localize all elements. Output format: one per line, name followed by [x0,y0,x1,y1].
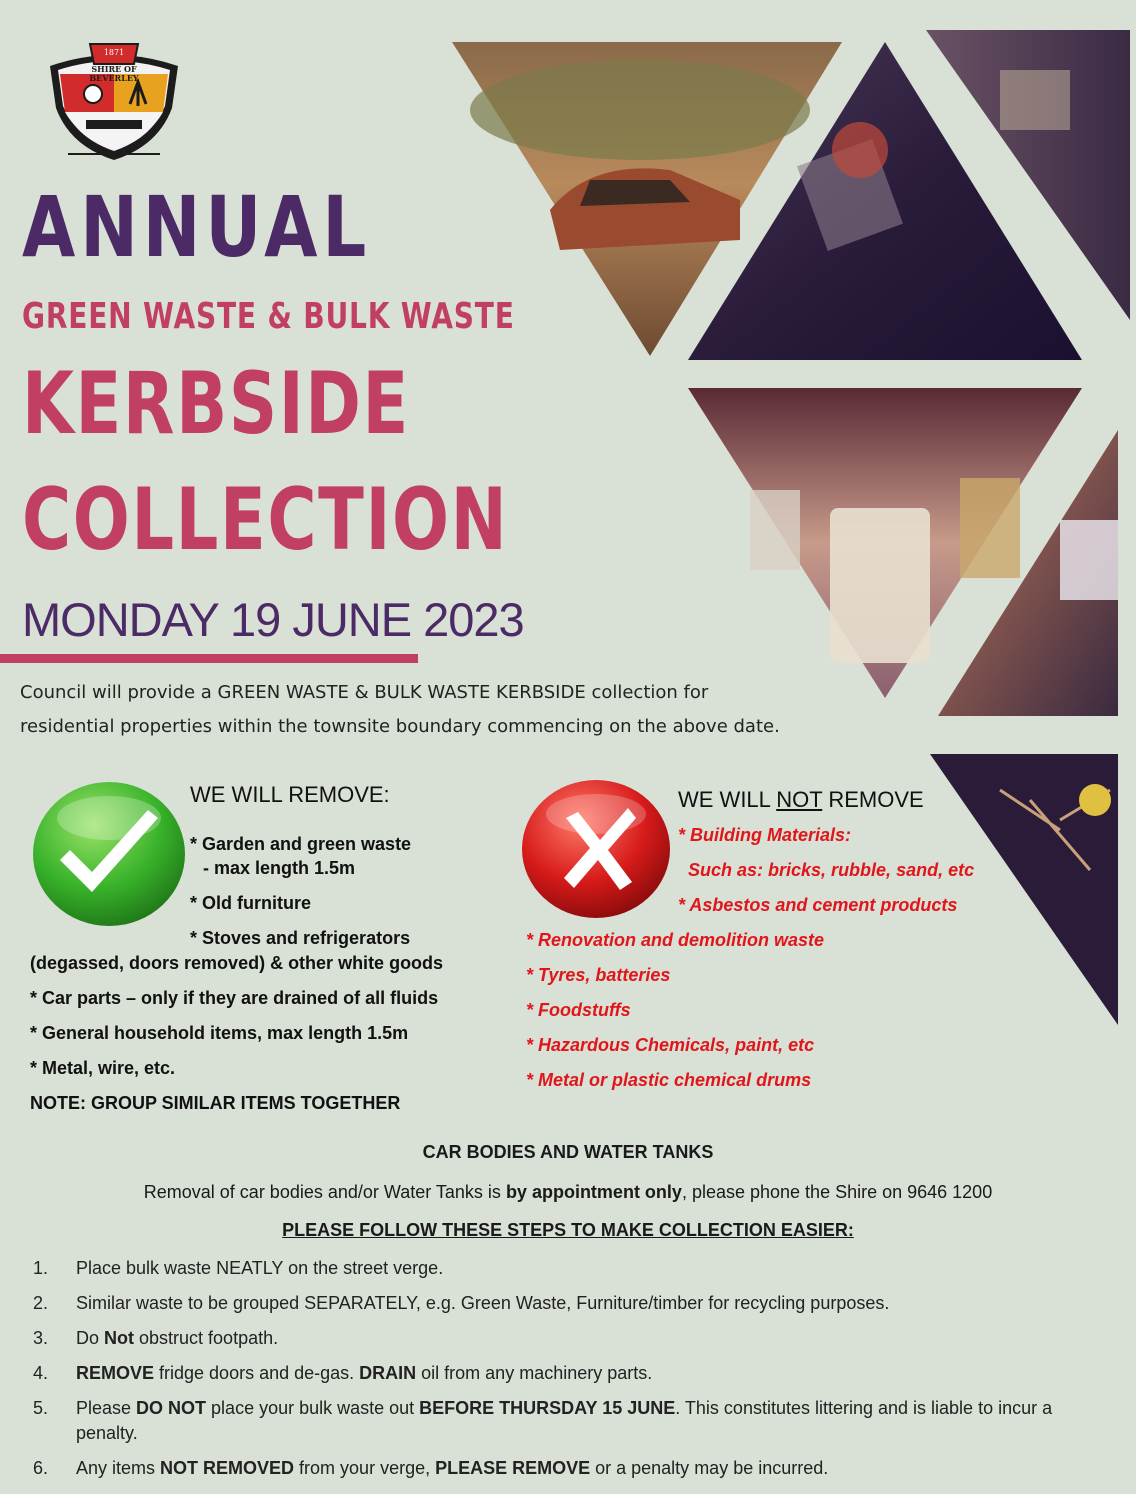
step-text-part: Please [76,1398,137,1418]
step-number: 3. [33,1328,49,1348]
will-remove-item-1: * Garden and green waste [190,834,412,854]
title-collection: COLLECTION [22,470,509,570]
step-text [76,1361,1116,1386]
car-bodies-pre: Removal of car bodies and/or Water Tanks is [143,1182,506,1202]
step-text-bold: BEFORE THURSDAY 15 JUNE [419,1398,676,1418]
will-remove-item-5: (degassed, doors removed) & other white goods [30,953,444,973]
step-text-bold: NOT REMOVED [160,1458,295,1478]
will-not-remove-item-7: * Hazardous Chemicals, paint, etc [526,1035,815,1055]
intro-line-2: residential properties within the townsite boundary commencing on the above date. [20,716,780,737]
title-annual: ANNUAL [22,178,372,276]
step-text-part: place your bulk waste out [206,1398,420,1418]
step-text-part: from your verge, [294,1458,436,1478]
steps-heading: PLEASE FOLLOW THESE STEPS TO MAKE COLLECTION EASIER: [282,1220,854,1240]
step-text-part: obstruct footpath. [134,1328,279,1348]
step-text-part: Place bulk waste NEATLY on the street verge. [76,1258,444,1278]
step-text-part: or a penalty may be incurred. [590,1458,829,1478]
car-bodies-bold: by appointment only [505,1182,682,1202]
will-not-remove-item-2: Such as: bricks, rubble, sand, etc [688,860,975,880]
date-underline [0,654,418,663]
step-number: 5. [33,1398,49,1418]
will-remove-item-2: - max length 1.5m [203,858,356,878]
logo-year: 1871 [103,48,125,57]
collection-date: MONDAY 19 JUNE 2023 [22,593,524,646]
step-text-part: . This constitutes littering and is liable to incur a penalty. [76,1398,1053,1443]
will-not-remove-item-4: * Renovation and demolition waste [526,930,825,950]
will-not-remove-item-6: * Foodstuffs [526,1000,631,1020]
heading-pre: WE WILL [678,787,777,812]
step-text [76,1256,1116,1281]
will-not-remove-item-3: * Asbestos and cement products [678,895,958,915]
step-text-part: oil from any machinery parts. [416,1363,653,1383]
heading-not: NOT [776,787,823,812]
step-text [76,1291,1116,1316]
car-bodies-heading: CAR BODIES AND WATER TANKS [422,1142,714,1162]
step-text-bold: DO NOT [136,1398,207,1418]
shire-crest-icon [38,38,190,166]
step-number: 2. [33,1293,49,1313]
will-remove-heading: WE WILL REMOVE: [190,782,390,807]
title-kerbside: KERBSIDE [22,354,410,454]
car-bodies-text [0,1182,1136,1203]
will-remove-item-4: * Stoves and refrigerators [190,928,411,948]
step-number: 4. [33,1363,49,1383]
checkmark-icon [30,780,188,928]
will-not-remove-item-5: * Tyres, batteries [526,965,671,985]
will-remove-item-3: * Old furniture [190,893,311,913]
step-text [76,1396,1116,1446]
step-text-bold: DRAIN [359,1363,417,1383]
will-remove-item-6: * Car parts – only if they are drained of all fluids [30,988,439,1008]
will-not-remove-item-1: * Building Materials: [678,825,852,845]
step-text-bold: Not [104,1328,135,1348]
will-not-remove-item-8: * Metal or plastic chemical drums [526,1070,812,1090]
step-text-part: fridge doors and de-gas. [154,1363,360,1383]
will-not-remove-heading [678,787,924,813]
step-text [76,1456,1116,1481]
step-number: 6. [33,1458,49,1478]
step-text-bold: REMOVE [76,1363,155,1383]
intro-line-1: Council will provide a GREEN WASTE & BULK WASTE KERBSIDE collection for [20,682,709,703]
will-remove-note: NOTE: GROUP SIMILAR ITEMS TOGETHER [30,1093,401,1113]
logo-line2: BEVERLEY [89,73,139,83]
step-text-part: Do [76,1328,105,1348]
title-subtitle: GREEN WASTE & BULK WASTE [22,296,515,337]
cross-icon [520,778,672,920]
car-bodies-post: , please phone the Shire on 9646 1200 [681,1182,993,1202]
will-remove-item-8: * Metal, wire, etc. [30,1058,176,1078]
step-text-part: Similar waste to be grouped SEPARATELY, e.g. Green Waste, Furniture/timber for recycling purposes. [76,1293,890,1313]
will-remove-item-7: * General household items, max length 1.5m [30,1023,409,1043]
step-text-part: Any items [76,1458,161,1478]
logo-line1: SHIRE OF [91,64,137,74]
step-text-bold: PLEASE REMOVE [435,1458,591,1478]
step-number: 1. [33,1258,49,1278]
step-text [76,1326,1116,1351]
heading-post: REMOVE [822,787,924,812]
